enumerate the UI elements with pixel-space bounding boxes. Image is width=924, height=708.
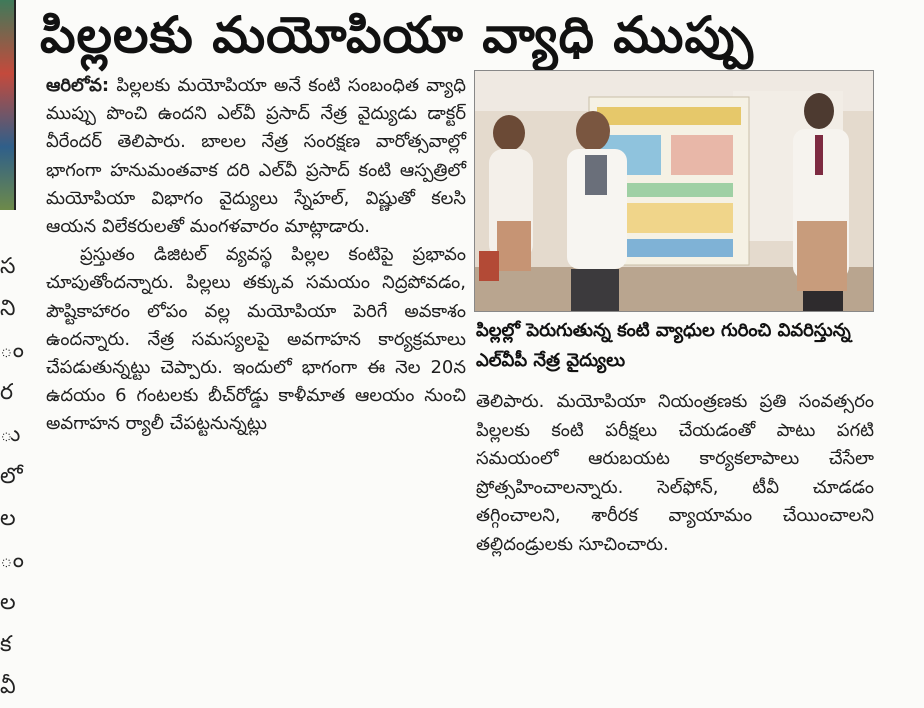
fragment-line: ం [0,338,24,363]
column-rule [14,0,16,210]
paragraph-2: ప్రస్తుతం డిజిటల్ వ్యవస్థ పిల్లల కంటిపై ప్రభావం చూపుతోందన్నారు. పిల్లలు తక్కువ సమయం నిద్రపోవడం, పౌష్టికాహారం లోపం వల్ల మయోపియా పెరిగే అవకాశం ఉందన్నారు. నేత్ర సమస్యలపై అవగాహన కార్యక్రమాలు చేపడుతున్నట్టు చెప్పారు. ఇందులో భాగంగా ఈ నెల 20న ఉదయం 6 గంటలకు బీచ్‌రోడ్డు కాళీమాత ఆలయం నుంచి అవగాహన ర్యాలీ చేపట్టనున్నట్లు [46,244,466,435]
photo-caption: పిల్లల్లో పెరుగుతున్న కంటి వ్యాధుల గురించి వివరిస్తున్న ఎల్‌వీపీ నేత్ర వైద్యులు [476,320,851,371]
fragment-line: స [0,254,16,279]
news-photo [474,70,874,312]
fragment-line: లో [0,464,23,489]
fragment-line: ని [0,296,16,321]
fragment-line: వీ [0,674,16,699]
adjacent-article-text-fragment [0,246,24,708]
continuation-paragraph: తెలిపారు. మయోపియా నియంత్రణకు ప్రతి సంవత్సరం పిల్లలకు కంటి పరీక్షలు చేయడంతో పాటు పగటి సమయంలో ఆరుబయట కార్యకలాపాలు చేసేలా ప్రోత్సహించాలన్నారు. సెల్‌ఫోన్, టీవీ చూడడం తగ్గించాలని, శారీరక వ్యాయామం చేయించాలని తల్లిదండ్రులకు సూచించారు. [476,391,874,555]
fragment-line: క [0,632,12,657]
fragment-line: ర [0,380,14,405]
article-body-column-2 [476,388,874,560]
paragraph-1 [46,72,466,241]
dateline: ఆరిలోవ: [46,75,110,96]
adjacent-article-photo-edge [0,0,14,210]
fragment-line: ం [0,548,24,573]
fragment-line: ల [0,590,16,615]
fragment-line: ల [0,506,16,531]
article-body-column-1 [46,72,466,439]
fragment-line: ు [0,422,21,447]
doctors-presenting-photo [475,71,873,311]
paragraph-1-text: పిల్లలకు మయోపియా అనే కంటి సంబంధిత వ్యాధి ముప్పు పొంచి ఉందని ఎల్‌వీ ప్రసాద్ నేత్ర వైద్యుడు డాక్టర్ వీరేందర్ తెలిపారు. బాలల నేత్ర సంరక్షణ వారోత్సవాల్లో భాగంగా హనుమంతవాక దరి ఎల్‌వీ ప్రసాద్ కంటి ఆస్పత్రిలో మయోపియా విభాగం వైద్యులు స్నేహల్, విష్ణుతో కలసి ఆయన విలేకరులతో మంగళవారం మాట్లాడారు. [46,75,466,238]
article-headline: పిల్లలకు మయోపియా వ్యాధి ముప్పు [40,6,754,64]
